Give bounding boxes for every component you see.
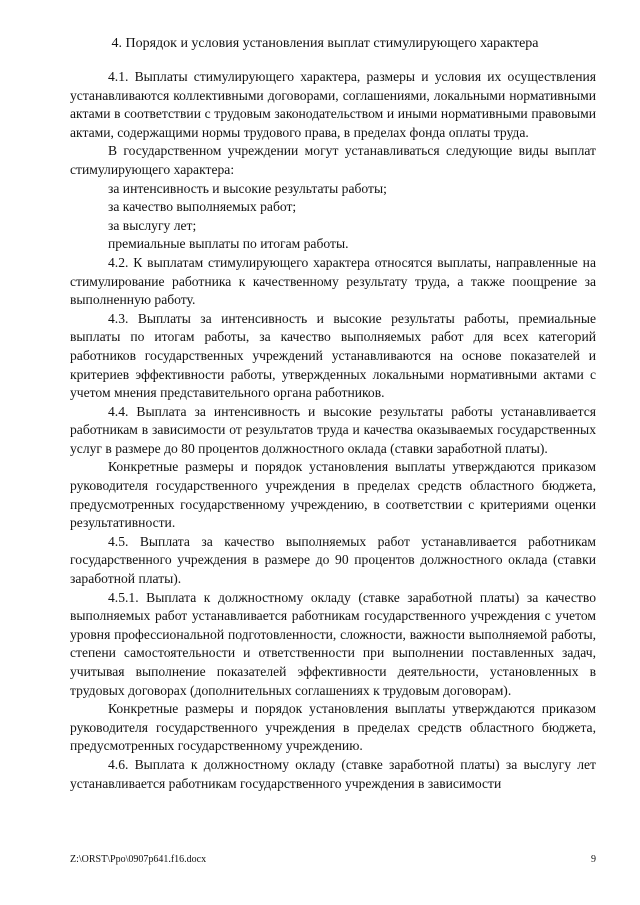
list-item-bonus: премиальные выплаты по итогам работы. — [108, 236, 349, 252]
paragraph-4-2: 4.2. К выплатам стимулирующего характера относятся выплаты, направленные на стимулирование работника к качественному результату труда, а также поощрение за выполненную работу. — [70, 254, 596, 308]
file-path: Z:\ORST\Ppo\0907p641.f16.docx — [70, 854, 207, 865]
list-item-seniority: за выслугу лет; — [108, 217, 197, 233]
paragraph-4-5-1-details: Конкретные размеры и порядок установления выплаты утверждаются приказом руководителя государственного учреждения в пределах средств областного бюджета, предусмотренных государственному учреждению. — [70, 701, 596, 754]
paragraph-4-4: 4.4. Выплата за интенсивность и высокие результаты работы устанавливается работникам в зависимости от результатов труда и качества оказываемых государственных услуг в размере до 80 процентов должностного оклада (ставки заработной платы). — [70, 403, 596, 456]
paragraph-4-5-1: 4.5.1. Выплата к должностному окладу (ставке заработной платы) за качество выполняемых работ устанавливается работникам государственного учреждения с учетом уровня профессиональной подготовленности, сложности, важности выполняемой работы, степени самостоятельности и ответственности при выполнении поставленных задач, учитывая выполнение показателей эффективности деятельности, установленных в трудовых договорах (дополнительных соглашениях к трудовым договорам). — [70, 589, 596, 698]
paragraph-4-5: 4.5. Выплата за качество выполняемых работ устанавливается работникам государственного учреждения в размере до 90 процентов должностного оклада (ставки заработной платы). — [70, 533, 596, 587]
document-body — [70, 68, 596, 793]
list-item-intensity: за интенсивность и высокие результаты работы; — [108, 180, 387, 196]
section-heading: 4. Порядок и условия установления выплат стимулирующего характера — [111, 36, 539, 51]
paragraph-4-6: 4.6. Выплата к должностному окладу (ставке заработной платы) за выслугу лет устанавливается работникам государственного учреждения в зависимости — [70, 756, 596, 791]
list-item-quality: за качество выполняемых работ; — [108, 199, 297, 215]
paragraph-types-intro: В государственном учреждении могут устанавливаться следующие виды выплат стимулирующего характера: — [70, 143, 596, 177]
paragraph-4-4-details: Конкретные размеры и порядок установления выплаты утверждаются приказом руководителя государственного учреждения в пределах средств областного бюджета, предусмотренных государственному учреждению, в соответствии с критериями оценки результативности. — [70, 459, 596, 531]
paragraph-4-1: 4.1. Выплаты стимулирующего характера, размеры и условия их осуществления устанавливаются коллективными договорами, соглашениями, локальными нормативными актами в соответствии с трудовым законодательством и иными нормативными правовыми актами, содержащими нормы трудового права, в пределах фонда оплаты труда. — [70, 69, 596, 140]
paragraph-4-3: 4.3. Выплаты за интенсивность и высокие результаты работы, премиальные выплаты по итогам работы, за качество выполняемых работ для всех категорий работников государственных учреждений устанавливаются на основе показателей и критериев эффективности работы, утвержденных локальными нормативными актами с учетом мнения представительного органа работников. — [70, 310, 596, 401]
page-number: 9 — [591, 854, 596, 865]
